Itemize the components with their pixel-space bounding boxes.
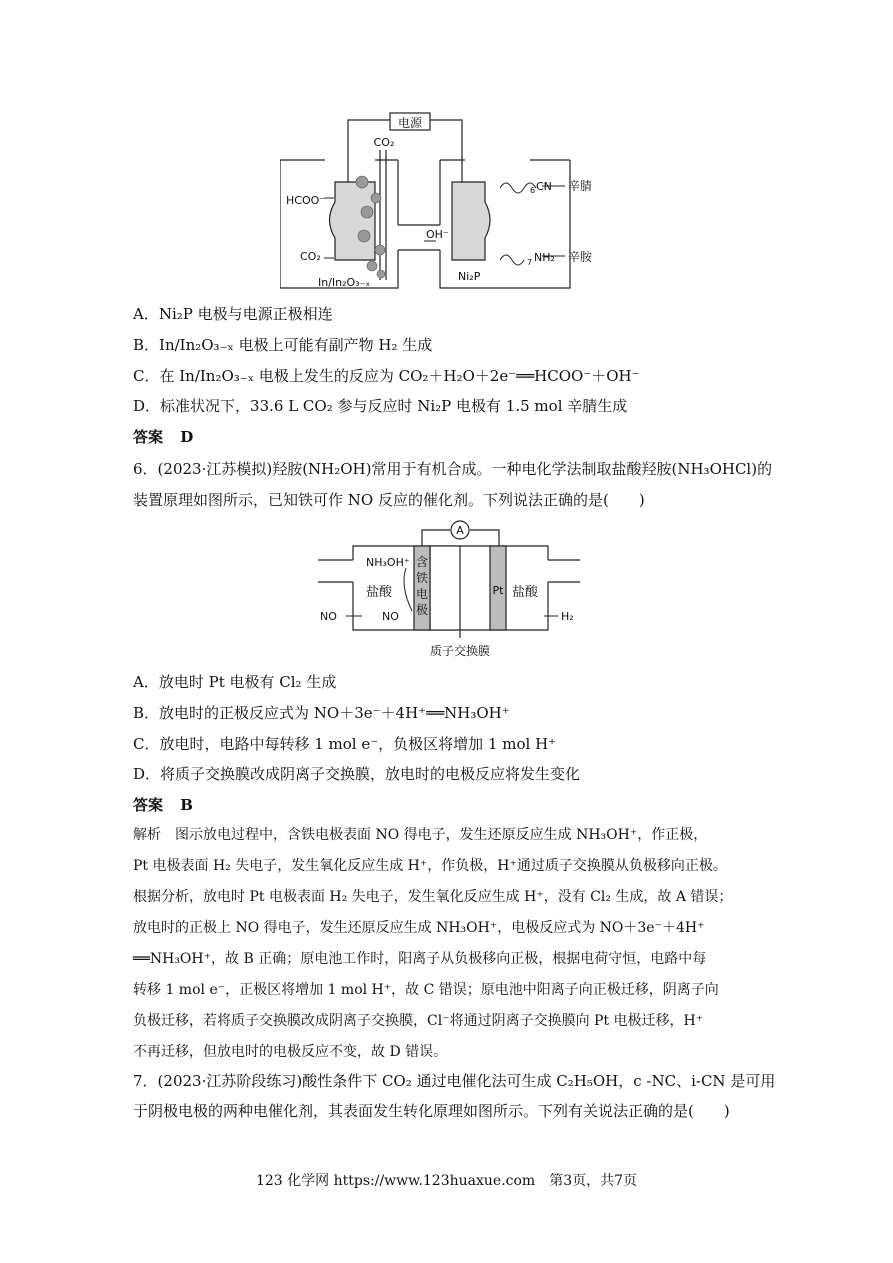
answer-value: D bbox=[180, 428, 194, 446]
electrolysis-cell-diagram bbox=[280, 110, 610, 292]
hcl-left-label: 盐酸 bbox=[366, 585, 393, 600]
nh2-label: NH₂ bbox=[534, 251, 555, 264]
nh2-subscript: 7 bbox=[527, 258, 533, 267]
nitrile-label: 辛腈 bbox=[568, 179, 593, 193]
q5-answer bbox=[133, 427, 193, 447]
co2-top-label: CO₂ bbox=[373, 136, 395, 149]
explanation-line: 转移 1 mol e⁻，正极区将增加 1 mol H⁺，故 C 错误；原电池中阳离子向正极迁移，阴离子向 bbox=[133, 982, 719, 998]
page-footer: 123 化学网 https://www.123huaxue.com 第3页，共7页 bbox=[255, 1173, 638, 1189]
answer-label: 答案 bbox=[133, 796, 164, 814]
explanation-line: 负极迁移，若将质子交换膜改成阴离子交换膜，Cl⁻将通过阴离子交换膜向 Pt 电极迁移，H⁺ bbox=[133, 1013, 704, 1029]
explanation-line: 解析 图示放电过程中，含铁电极表面 NO 得电子，发生还原反应生成 NH₃OH⁺，作正极， bbox=[133, 827, 708, 843]
power-label: 电源 bbox=[397, 116, 423, 130]
ammeter-label: A bbox=[456, 524, 464, 537]
explanation-line: ══NH₃OH⁺，故 B 正确；原电池工作时，阳离子从负极移向正极，根据电荷守恒，电路中每 bbox=[133, 951, 707, 967]
q6-explanation bbox=[133, 820, 765, 1068]
hcoo-label: HCOO⁻ bbox=[286, 194, 326, 207]
q5-option-a: A．Ni₂P 电极与电源正极相连 bbox=[133, 305, 333, 323]
q5-option-b: B．In/In₂O₃₋ₓ 电极上可能有副产物 H₂ 生成 bbox=[133, 336, 433, 354]
q6-option-c: C．放电时，电路中每转移 1 mol e⁻，负极区将增加 1 mol H⁺ bbox=[133, 735, 557, 753]
explanation-line: 根据分析，放电时 Pt 电极表面 H₂ 失电子，发生氧化反应生成 H⁺，没有 Cl₂ 生成，故 A 错误； bbox=[133, 889, 733, 905]
explanation-line: 放电时的正极上 NO 得电子，发生还原反应生成 NH₃OH⁺，电极反应式为 NO＋3e⁻＋4H⁺ bbox=[133, 920, 705, 936]
q7-stem-line2: 于阴极电极的两种电催化剂，其表面发生转化原理如图所示。下列有关说法正确的是( ) bbox=[133, 1102, 730, 1120]
in-electrode-label: In/In₂O₃₋ₓ bbox=[318, 276, 371, 289]
hcl-right-label: 盐酸 bbox=[512, 585, 539, 600]
membrane-label: 质子交换膜 bbox=[429, 644, 491, 658]
no-in-label: NO bbox=[320, 610, 337, 623]
q6-stem-line1: 6．(2023·江苏模拟)羟胺(NH₂OH)常用于有机合成。一种电化学法制取盐酸羟胺(NH₃OHCl)的 bbox=[133, 460, 773, 478]
iron-char-3: 电 bbox=[415, 587, 429, 601]
explanation-line: 不再迁移，但放电时的电极反应不变，故 D 错误。 bbox=[133, 1044, 448, 1060]
iron-char-4: 极 bbox=[415, 603, 429, 617]
q5-option-d: D．标准状况下，33.6 L CO₂ 参与反应时 Ni₂P 电极有 1.5 mol 辛腈生成 bbox=[133, 397, 628, 415]
answer-label: 答案 bbox=[133, 428, 164, 446]
q6-option-a: A．放电时 Pt 电极有 Cl₂ 生成 bbox=[133, 673, 337, 691]
no-mid-label: NO bbox=[382, 610, 399, 623]
cn-subscript: 6 bbox=[530, 186, 536, 195]
q5-option-c: C．在 In/In₂O₃₋ₓ 电极上发生的反应为 CO₂＋H₂O＋2e⁻══HCOO⁻＋OH⁻ bbox=[133, 367, 640, 385]
iron-char-1: 含 bbox=[415, 555, 429, 569]
ni2p-label: Ni₂P bbox=[458, 270, 481, 283]
q7-stem-line1: 7．(2023·江苏阶段练习)酸性条件下 CO₂ 通过电催化法可生成 C₂H₅OH，c -NC、i-CN 是可用 bbox=[133, 1072, 776, 1090]
amine-label: 辛胺 bbox=[568, 250, 593, 264]
nh3oh-label: NH₃OH⁺ bbox=[366, 556, 410, 569]
q6-option-b: B．放电时的正极反应式为 NO＋3e⁻＋4H⁺══NH₃OH⁺ bbox=[133, 704, 510, 722]
h2-label: H₂ bbox=[561, 610, 574, 623]
q6-answer bbox=[133, 795, 193, 815]
cn-label: CN bbox=[536, 180, 552, 193]
co2-left-label: CO₂ bbox=[300, 250, 321, 263]
fuel-cell-diagram bbox=[318, 516, 580, 666]
oh-label: OH⁻ bbox=[426, 228, 449, 241]
pt-label: Pt bbox=[492, 584, 504, 597]
iron-char-2: 铁 bbox=[415, 571, 429, 585]
q6-option-d: D．将质子交换膜改成阴离子交换膜，放电时的电极反应将发生变化 bbox=[133, 765, 581, 783]
answer-value: B bbox=[180, 796, 193, 814]
explanation-line: Pt 电极表面 H₂ 失电子，发生氧化反应生成 H⁺，作负极，H⁺通过质子交换膜从负极移向正极。 bbox=[133, 858, 727, 874]
q6-stem-line2: 装置原理如图所示，已知铁可作 NO 反应的催化剂。下列说法正确的是( ) bbox=[133, 491, 645, 509]
